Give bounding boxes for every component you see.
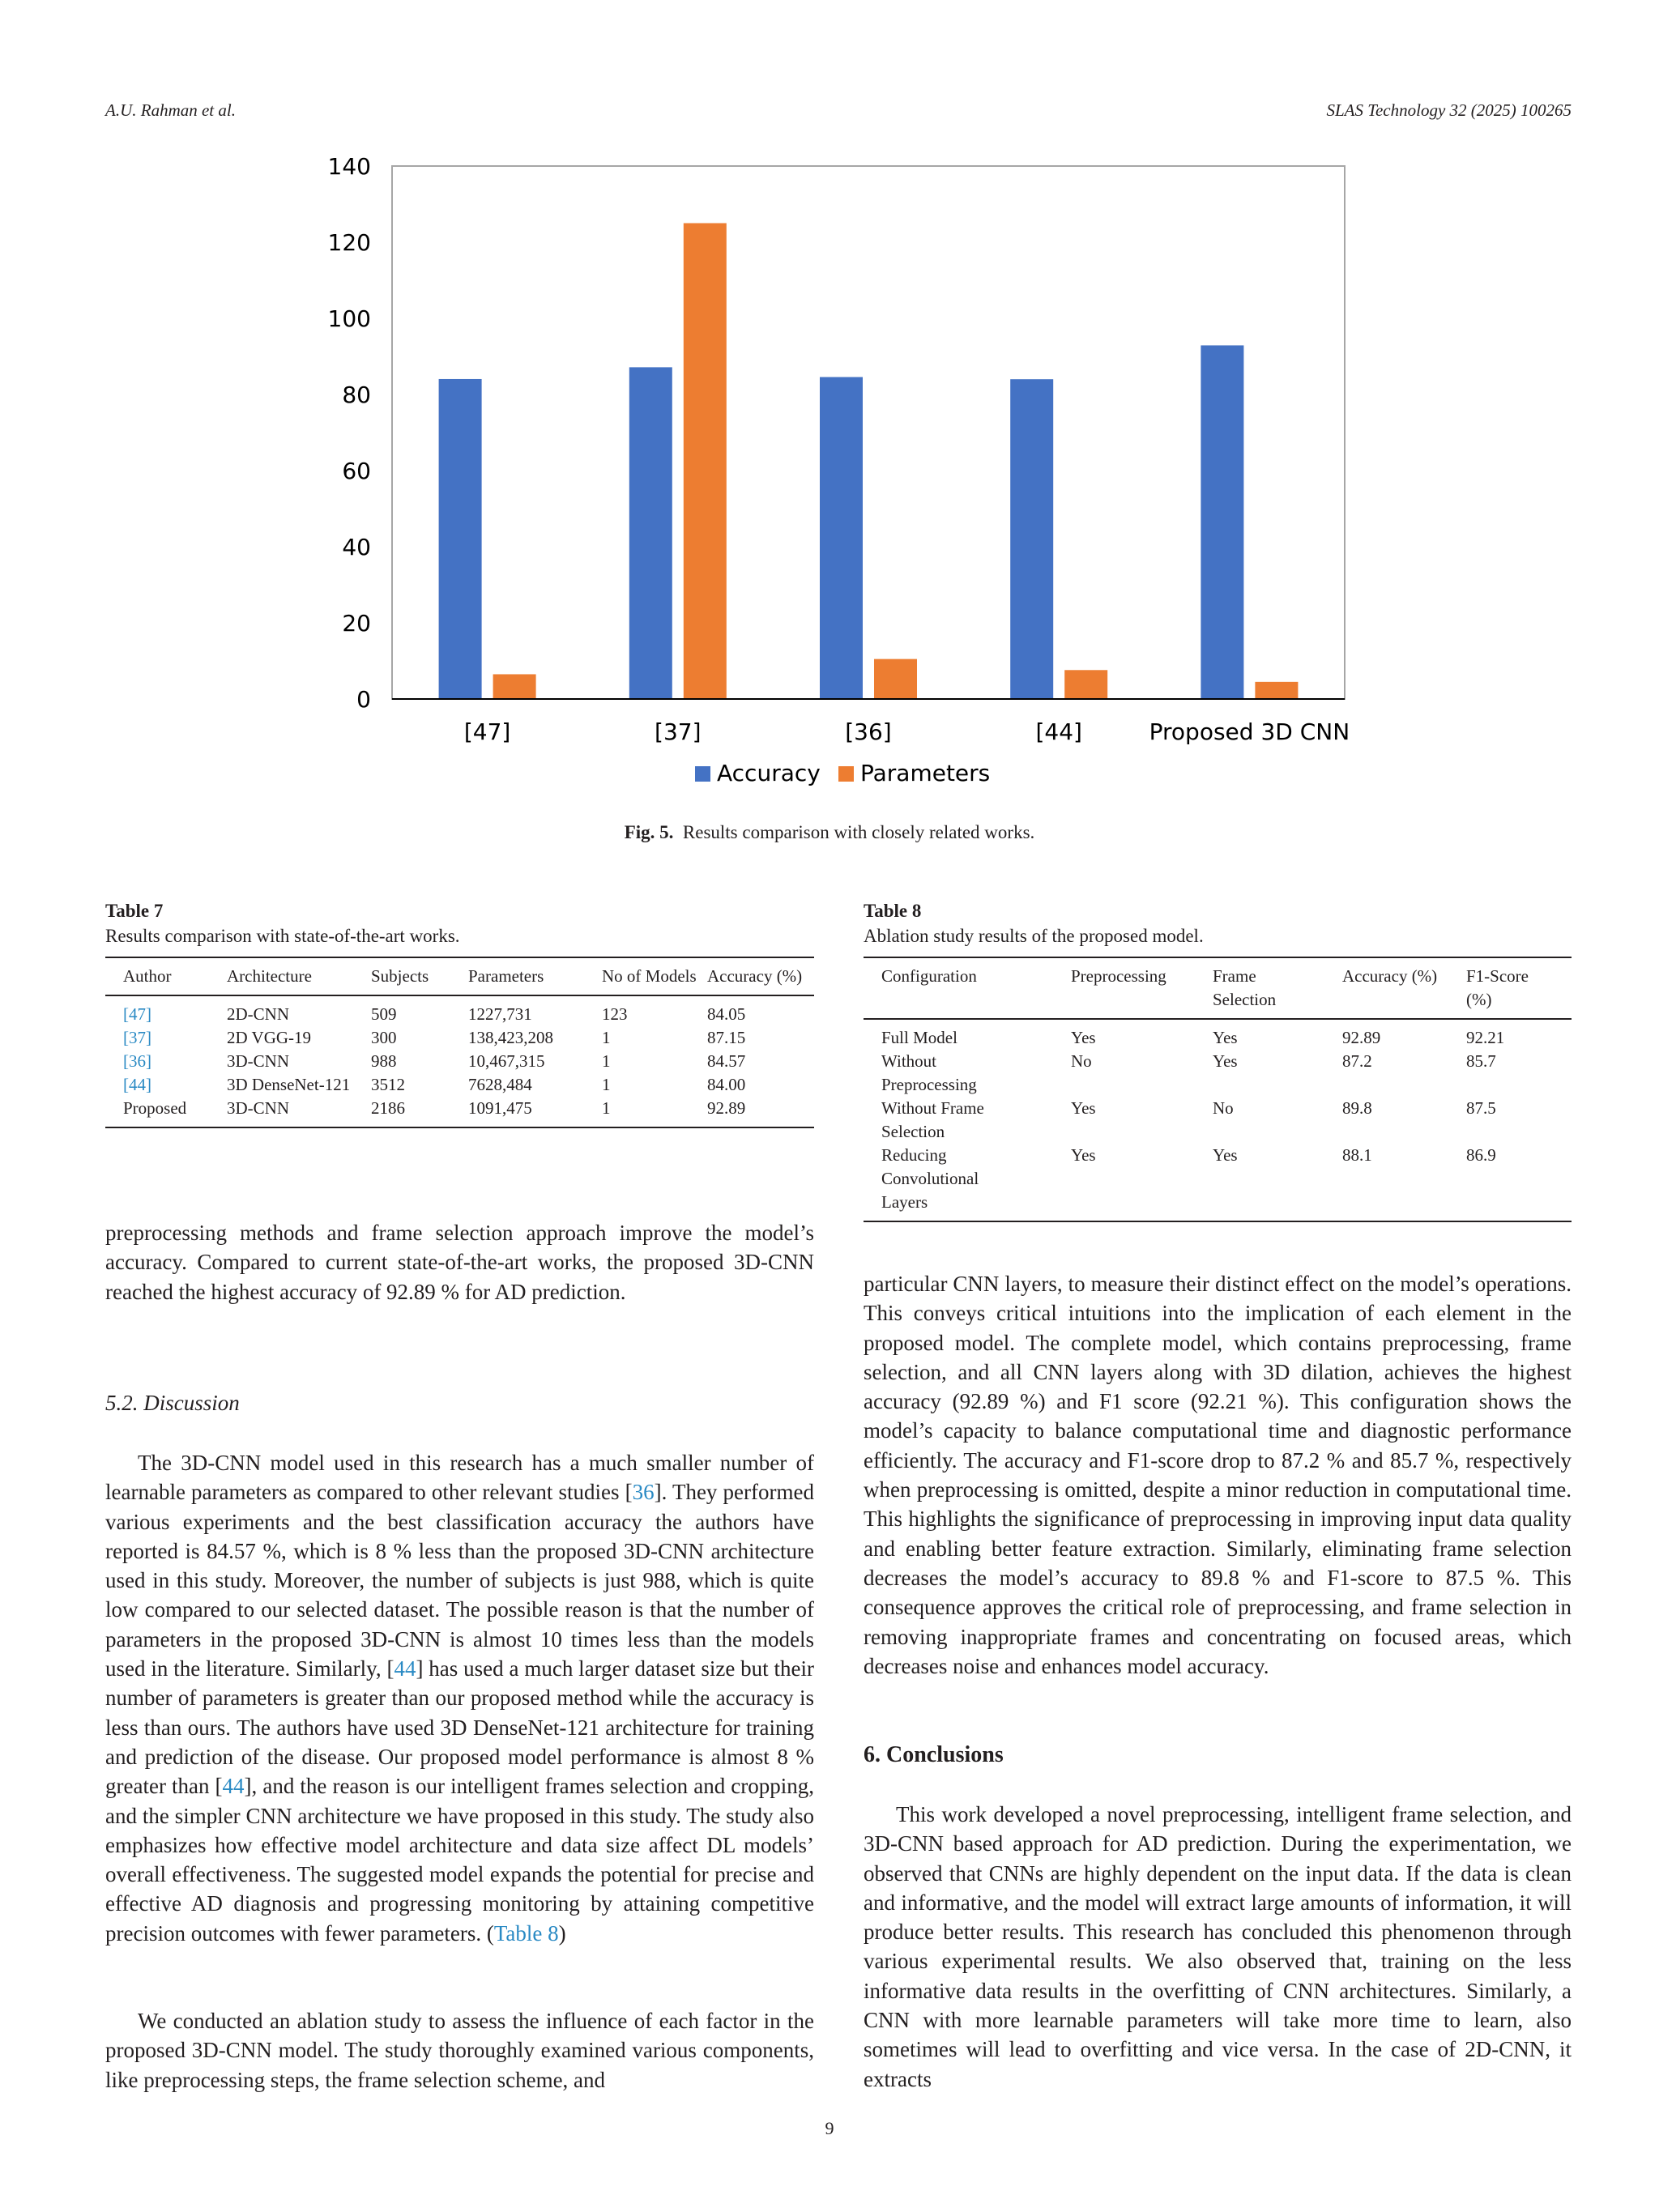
x-axis-labels: [464, 718, 1350, 745]
table-row: [864, 1097, 1572, 1144]
table8-cell-preprocessing: No: [1071, 1051, 1092, 1071]
table7-cell-accuracy: 84.57: [707, 1051, 746, 1071]
x-tick-label: [44]: [1035, 718, 1082, 745]
table7-cell-architecture: 3D-CNN: [227, 1098, 289, 1118]
bar-accuracy-2: [820, 377, 863, 699]
table7-header-models: No of Models: [602, 966, 697, 986]
table7-cell-parameters: 7628,484: [468, 1075, 532, 1094]
table7-cell-author[interactable]: [36]: [123, 1051, 151, 1071]
table8-cell-f1: 87.5: [1466, 1098, 1496, 1118]
figure-caption-text: Results comparison with closely related works.: [682, 822, 1035, 842]
table8-header-frame-selection: Frame Selection: [1213, 966, 1277, 1009]
legend-swatch-accuracy: [695, 766, 710, 782]
figure-label: Fig. 5.: [624, 822, 674, 842]
table8-cell-frame-selection: Yes: [1213, 1145, 1238, 1165]
citation-link[interactable]: 44: [222, 1774, 245, 1799]
bar-parameters-0: [493, 674, 536, 699]
y-tick-label: 20: [342, 610, 371, 637]
table7-cell-models: 1: [602, 1075, 611, 1094]
table-row: [105, 1026, 814, 1050]
bar-chart-svg: [308, 146, 1361, 810]
table7-header-architecture: Architecture: [227, 966, 312, 986]
x-tick-label: Proposed 3D CNN: [1149, 718, 1350, 745]
table8-cell-f1: 86.9: [1466, 1145, 1496, 1165]
left-paragraph-1: preprocessing methods and frame selection approach improve the model’s accuracy. Compared to current state-of-the-art works, the proposed 3D-CNN reached the highest accuracy of 92.89 % for AD prediction.: [105, 1221, 814, 1304]
table7-cell-subjects: 2186: [371, 1098, 405, 1118]
table-row: [864, 1050, 1572, 1097]
table-row: [105, 1073, 814, 1097]
y-axis-ticks: [328, 153, 371, 713]
right-paragraph-conclusions: This work developed a novel preprocessing, intelligent frame selection, and 3D-CNN based approach for AD prediction. During the experimentation, we observed that CNNs are highly dependent on the input data. If the data is clean and informative, and the model will extract large amounts of information, it will produce better results. This research has concluded this phenomenon through various experimental results. We also observed that, training on the less informative data results in the overfitting of CNN architectures. Similarly, a CNN with more learnable parameters will take more time to learn, also sometimes will lead to overfitting and vice versa. In the case of 2D-CNN, it extracts: [864, 1802, 1572, 2091]
table7-header-author: Author: [123, 966, 172, 986]
table7-cell-subjects: 3512: [371, 1075, 405, 1094]
table8-cell-configuration: Reducing Convolutional Layers: [881, 1145, 979, 1212]
table7-cell-models: 1: [602, 1098, 611, 1118]
y-tick-label: 80: [342, 381, 371, 408]
table8-cell-accuracy: 87.2: [1342, 1051, 1372, 1071]
table-row: [105, 995, 814, 1026]
legend-label-accuracy: Accuracy: [717, 760, 821, 786]
bar-accuracy-1: [629, 367, 672, 699]
table7-cell-author[interactable]: [44]: [123, 1075, 151, 1094]
figure-caption: [0, 822, 1659, 843]
table8-cell-f1: 85.7: [1466, 1051, 1496, 1071]
left-paragraph-discussion: [105, 1448, 814, 1948]
table8-cell-accuracy: 88.1: [1342, 1145, 1372, 1165]
table7-header-accuracy: Accuracy (%): [707, 966, 803, 986]
table8-header-preprocessing: Preprocessing: [1071, 966, 1166, 986]
table8-cell-accuracy: 92.89: [1342, 1028, 1381, 1047]
table-row: [105, 1097, 814, 1127]
bar-parameters-3: [1064, 670, 1107, 699]
table8-label: Table 8: [864, 901, 922, 921]
table7-cell-accuracy: 84.00: [707, 1075, 746, 1094]
table-row: [864, 1144, 1572, 1221]
chart-legend: [695, 760, 990, 786]
table7-cell-subjects: 509: [371, 1004, 397, 1024]
bar-parameters-1: [684, 224, 727, 700]
table-reference-link[interactable]: Table 8: [493, 1920, 559, 1946]
table7-cell-parameters: 138,423,208: [468, 1028, 553, 1047]
bars: [439, 224, 1299, 700]
table7-cell-accuracy: 87.15: [707, 1028, 746, 1047]
table7-header-parameters: Parameters: [468, 966, 544, 986]
table8-cell-configuration: Full Model: [881, 1028, 957, 1047]
text-run: ]. They performed various experiments and the best classification accuracy the authors have reported is 84.57 %, which is 8 % less than the proposed 3D-CNN architecture used in this study. Moreover, the number of subjects is just 988, which is quite low compared to our selected dataset. The possible reason is that the number of parameters in the proposed 3D-CNN is almost 10 times less than the models used in the literature. Similarly, [: [105, 1480, 814, 1681]
legend-label-parameters: Parameters: [860, 760, 991, 786]
table-row: [105, 1050, 814, 1073]
table7-cell-architecture: 2D-CNN: [227, 1004, 289, 1024]
legend-swatch-parameters: [838, 766, 854, 782]
bar-parameters-4: [1255, 682, 1298, 699]
section-5-2-heading: 5.2. Discussion: [105, 1391, 240, 1415]
table7-cell-models: 1: [602, 1028, 611, 1047]
table8-cell-f1: 92.21: [1466, 1028, 1505, 1047]
table8-cell-preprocessing: Yes: [1071, 1098, 1096, 1118]
running-head-authors: A.U. Rahman et al.: [105, 100, 236, 120]
table7-cell-parameters: 10,467,315: [468, 1051, 545, 1071]
text-run: ], and the reason is our intelligent frames selection and cropping, and the simpler CNN architecture we have proposed in this study. The study also emphasizes how effective model architecture and data size affect DL models’ overall effectiveness. The suggested model expands the potential for precise and effective AD diagnosis and progressing monitoring by attaining competitive precision outcomes with fewer parameters. (: [105, 1774, 814, 1946]
table7-cell-accuracy: 92.89: [707, 1098, 746, 1118]
x-tick-label: [36]: [845, 718, 892, 745]
text-run: ): [558, 1920, 566, 1946]
page-number: 9: [825, 2118, 834, 2138]
text-run: The 3D-CNN model used in this research has a much smaller number of learnable parameters as compared to other relevant studies [: [105, 1451, 814, 1505]
bar-accuracy-0: [439, 379, 482, 699]
y-tick-label: 140: [327, 153, 371, 180]
x-tick-label: [37]: [655, 718, 702, 745]
left-paragraph-ablation: We conducted an ablation study to assess the influence of each factor in the proposed 3D-CNN model. The study thoroughly examined various components, like preprocessing steps, the frame selection scheme, and: [105, 2009, 814, 2092]
table8-cell-configuration: Without Preprocessing: [881, 1051, 977, 1094]
table8-header-row: [864, 957, 1572, 1019]
table8-header-configuration: Configuration: [881, 966, 977, 986]
table7-cell-parameters: 1227,731: [468, 1004, 532, 1024]
table7-cell-architecture: 3D DenseNet-121: [227, 1075, 351, 1094]
x-tick-label: [47]: [463, 718, 511, 745]
table7-cell-subjects: 300: [371, 1028, 397, 1047]
table8-cell-preprocessing: Yes: [1071, 1145, 1096, 1165]
y-tick-label: 100: [327, 305, 371, 332]
table8-cell-frame-selection: Yes: [1213, 1051, 1238, 1071]
table7: [105, 957, 814, 1128]
y-tick-label: 120: [327, 229, 371, 256]
figure-5-chart: [308, 146, 1361, 814]
section-6-heading: 6. Conclusions: [864, 1742, 1004, 1767]
y-tick-label: 40: [342, 534, 371, 560]
table8-cell-configuration: Without Frame Selection: [881, 1098, 984, 1141]
y-tick-label: 60: [342, 458, 371, 484]
table8-cell-frame-selection: No: [1213, 1098, 1234, 1118]
table7-cell-architecture: 2D VGG-19: [227, 1028, 312, 1047]
table7-cell-parameters: 1091,475: [468, 1098, 532, 1118]
bar-accuracy-3: [1010, 379, 1053, 699]
table8-cell-accuracy: 89.8: [1342, 1098, 1372, 1118]
table7-header-row: [105, 957, 814, 995]
table7-cell-models: 1: [602, 1051, 611, 1071]
table7-cell-accuracy: 84.05: [707, 1004, 746, 1024]
table8-cell-preprocessing: Yes: [1071, 1028, 1096, 1047]
table7-cell-models: 123: [602, 1004, 628, 1024]
table8-description: Ablation study results of the proposed model.: [864, 926, 1204, 946]
table8-header-f1: F1-Score (%): [1466, 966, 1529, 1009]
right-paragraph-1: particular CNN layers, to measure their distinct effect on the model’s operations. This conveys critical intuitions into the implication of each element in the proposed model. The complete model, which contains preprocessing, frame selection, and all CNN layers along with 3D dilation, achieves the highest accuracy (92.89 %) and F1 score (92.21 %). This configuration shows the model’s capacity to balance computational time and diagnostic performance efficiently. The accuracy and F1-score drop to 87.2 % and 85.7 %, respectively when preprocessing is omitted, despite a minor reduction in computational time. This highlights the significance of preprocessing in improving input data quality and enabling better feature extraction. Similarly, eliminating frame selection decreases the model’s accuracy to 89.8 % and F1-score to 87.5 %. This consequence approves the critical role of preprocessing, and frame selection in removing inappropriate frames and concentrating on focused areas, which decreases noise and enhances model accuracy.: [864, 1272, 1572, 1678]
y-tick-label: 0: [356, 686, 371, 713]
bar-parameters-2: [874, 659, 917, 699]
table7-label: Table 7: [105, 901, 164, 921]
table7-cell-author[interactable]: [47]: [123, 1004, 151, 1024]
table8-header-accuracy: Accuracy (%): [1342, 966, 1438, 986]
running-head-journal: SLAS Technology 32 (2025) 100265: [1326, 100, 1572, 120]
table7-cell-architecture: 3D-CNN: [227, 1051, 289, 1071]
text-run: ] has used a much larger dataset size but their number of parameters is greater than our proposed method while the accuracy is less than ours. The authors have used 3D DenseNet-121 architecture for training and prediction of the disease. Our proposed model performance is almost 8 % greater than [: [105, 1656, 815, 1799]
table7-header-subjects: Subjects: [371, 966, 429, 986]
bar-accuracy-4: [1201, 345, 1243, 699]
table8-cell-frame-selection: Yes: [1213, 1028, 1238, 1047]
table7-cell-author: Proposed: [123, 1098, 187, 1118]
citation-link[interactable]: 44: [394, 1656, 416, 1681]
table7-description: Results comparison with state-of-the-art works.: [105, 926, 460, 946]
table8: [864, 957, 1572, 1222]
table7-cell-subjects: 988: [371, 1051, 397, 1071]
table-row: [864, 1019, 1572, 1050]
table7-cell-author[interactable]: [37]: [123, 1028, 151, 1047]
citation-link[interactable]: 36: [632, 1480, 655, 1505]
